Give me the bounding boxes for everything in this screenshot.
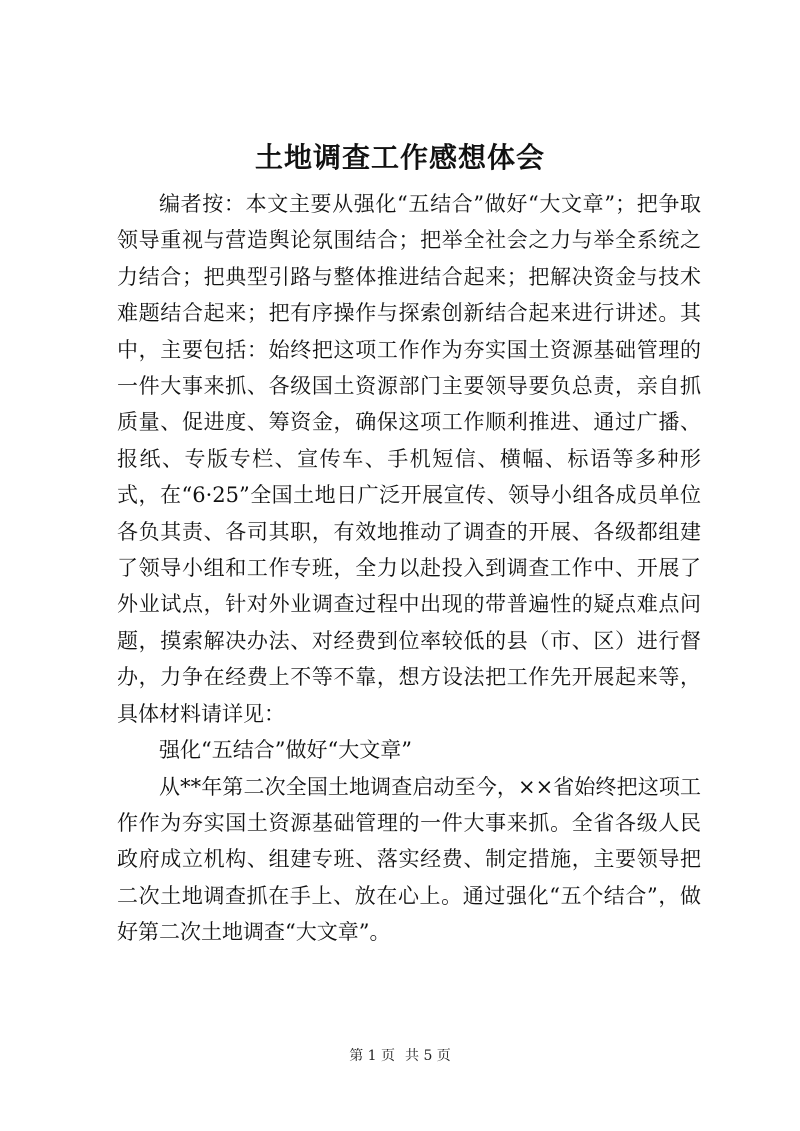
page-total: 共 5 页 — [405, 1048, 451, 1064]
page-number: 第 1 页 — [349, 1048, 395, 1064]
section-heading: 强化“五结合”做好“大文章” — [159, 738, 412, 763]
body-paragraph: 从**年第二次全国土地调查启动至今，××省始终把这项工作作为夯实国土资源基础管理的一件大事来抓。全省各级人民政府成立机构、组建专班、落实经费、制定措施，主要领导把二次土地调查抓在手上、放在心上。通过强化“五个结合”，做好第二次土地调查“大文章”。 — [117, 774, 701, 945]
document-title: 土地调查工作感想体会 — [254, 141, 545, 174]
page-footer — [0, 1046, 800, 1066]
editor-note-paragraph: 编者按：本文主要从强化“五结合”做好“大文章”；把争取领导重视与营造舆论氛围结合；把举全社会之力与举全系统之力结合；把典型引路与整体推进结合起来；把解决资金与技术难题结合起来；把有序操作与探索创新结合起来进行讲述。其中，主要包括：始终把这项工作作为夯实国土资源基础管理的一件大事来抓、各级国土资源部门主要领导要负总责，亲自抓质量、促进度、筹资金，确保这项工作顺利推进、通过广播、报纸、专版专栏、宣传车、手机短信、横幅、标语等多种形式，在“6·25”全国土地日广泛开展宣传、领导小组各成员单位各负其责、各司其职，有效地推动了调查的开展、各级都组建了领导小组和工作专班，全力以赴投入到调查工作中、开展了外业试点，针对外业调查过程中出现的带普遍性的疑点难点问题，摸索解决办法、对经费到位率较低的县（市、区）进行督办，力争在经费上不等不靠，想方设法把工作先开展起来等，具体材料请详见： — [117, 192, 701, 726]
document-body — [117, 186, 701, 951]
